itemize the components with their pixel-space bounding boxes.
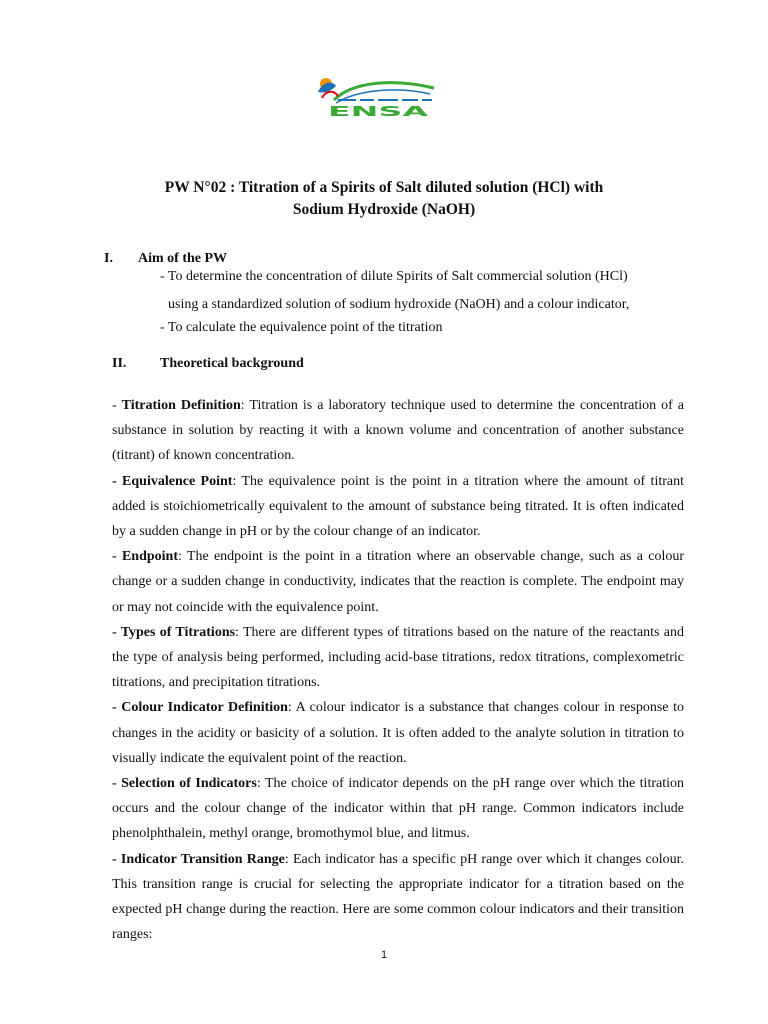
term-colour-indicator-definition: - Colour Indicator Definition (112, 700, 288, 716)
aim-item-2: - To calculate the equivalence point of the titration (160, 320, 443, 335)
term-equivalence-point: - Equivalence Point (112, 473, 233, 489)
aim-item-1-continued: using a standardized solution of sodium hydroxide (NaOH) and a colour indicator, (168, 297, 630, 312)
term-types-of-titrations: - Types of Titrations (112, 624, 236, 640)
section-1-number: I. (104, 251, 113, 266)
document-title (0, 177, 768, 221)
paragraph-selection-of-indicators: - Selection of Indicators: The choice of indicator depends on the pH range over which the titration occurs and the colour change of the indicator within that pH range. Common indicators include phenolphthalein, methyl orange, bromothymol blue, and litmus. (112, 776, 684, 842)
page-number: 1 (380, 949, 388, 961)
section-1-heading: Aim of the PW (138, 251, 228, 266)
term-indicator-transition-range: - Indicator Transition Range (112, 851, 285, 867)
term-selection-of-indicators: - Selection of Indicators (112, 776, 257, 792)
section-2-number: II. (112, 356, 127, 371)
paragraph-equivalence-point: - Equivalence Point: The equivalence point is the point in a titration where the amount of titrant added is stoichiometrically equivalent to the amount of substance being titrated. It is often indicated by a sudden change in pH or by the colour change of an indicator. (112, 473, 684, 540)
title-line-2: Sodium Hydroxide (NaOH) (292, 201, 476, 218)
term-endpoint: - Endpoint (112, 549, 178, 565)
svg-text:ENSA: ENSA (328, 105, 428, 120)
section-2-heading: Theoretical background (160, 356, 304, 371)
paragraph-types-of-titrations: - Types of Titrations: There are different types of titrations based on the nature of the reactants and the type of analysis being performed, including acid-base titrations, redox titrations, complexometric titrations, and precipitation titrations. (112, 624, 685, 691)
term-titration-definition: Titration Definition (121, 398, 241, 413)
theoretical-background-body (112, 393, 684, 947)
ensa-logo-graphic (312, 70, 444, 120)
title-line-1: PW N°02 : Titration of a Spirits of Salt diluted solution (HCl) with (164, 179, 604, 196)
paragraph-colour-indicator-definition: - Colour Indicator Definition: A colour indicator is a substance that changes colour in response to changes in the acidity or basicity of a solution. It is often added to the analyte solution in titration to visually indicate the equivalent point of the reaction. (112, 700, 684, 766)
paragraph-indicator-transition-range: - Indicator Transition Range: Each indicator has a specific pH range over which it changes colour. This transition range is crucial for selecting the appropriate indicator for a titration based on the expected pH change during the reaction. Here are some common colour indicators and their transition ranges: (112, 851, 684, 943)
paragraph-titration-definition: - Titration Definition: Titration is a laboratory technique used to determine the concentration of a substance in solution by reacting it with a known volume and concentration of another substance (titrant) of known concentration. (112, 398, 685, 464)
ensa-logo (312, 70, 444, 120)
aim-item-1: - To determine the concentration of dilute Spirits of Salt commercial solution (HCl) (160, 269, 628, 284)
paragraph-endpoint: - Endpoint: The endpoint is the point in a titration where an observable change, such as a colour change or a sudden change in conductivity, indicates that the reaction is complete. The endpoint may or may not coincide with the equivalence point. (112, 549, 684, 615)
